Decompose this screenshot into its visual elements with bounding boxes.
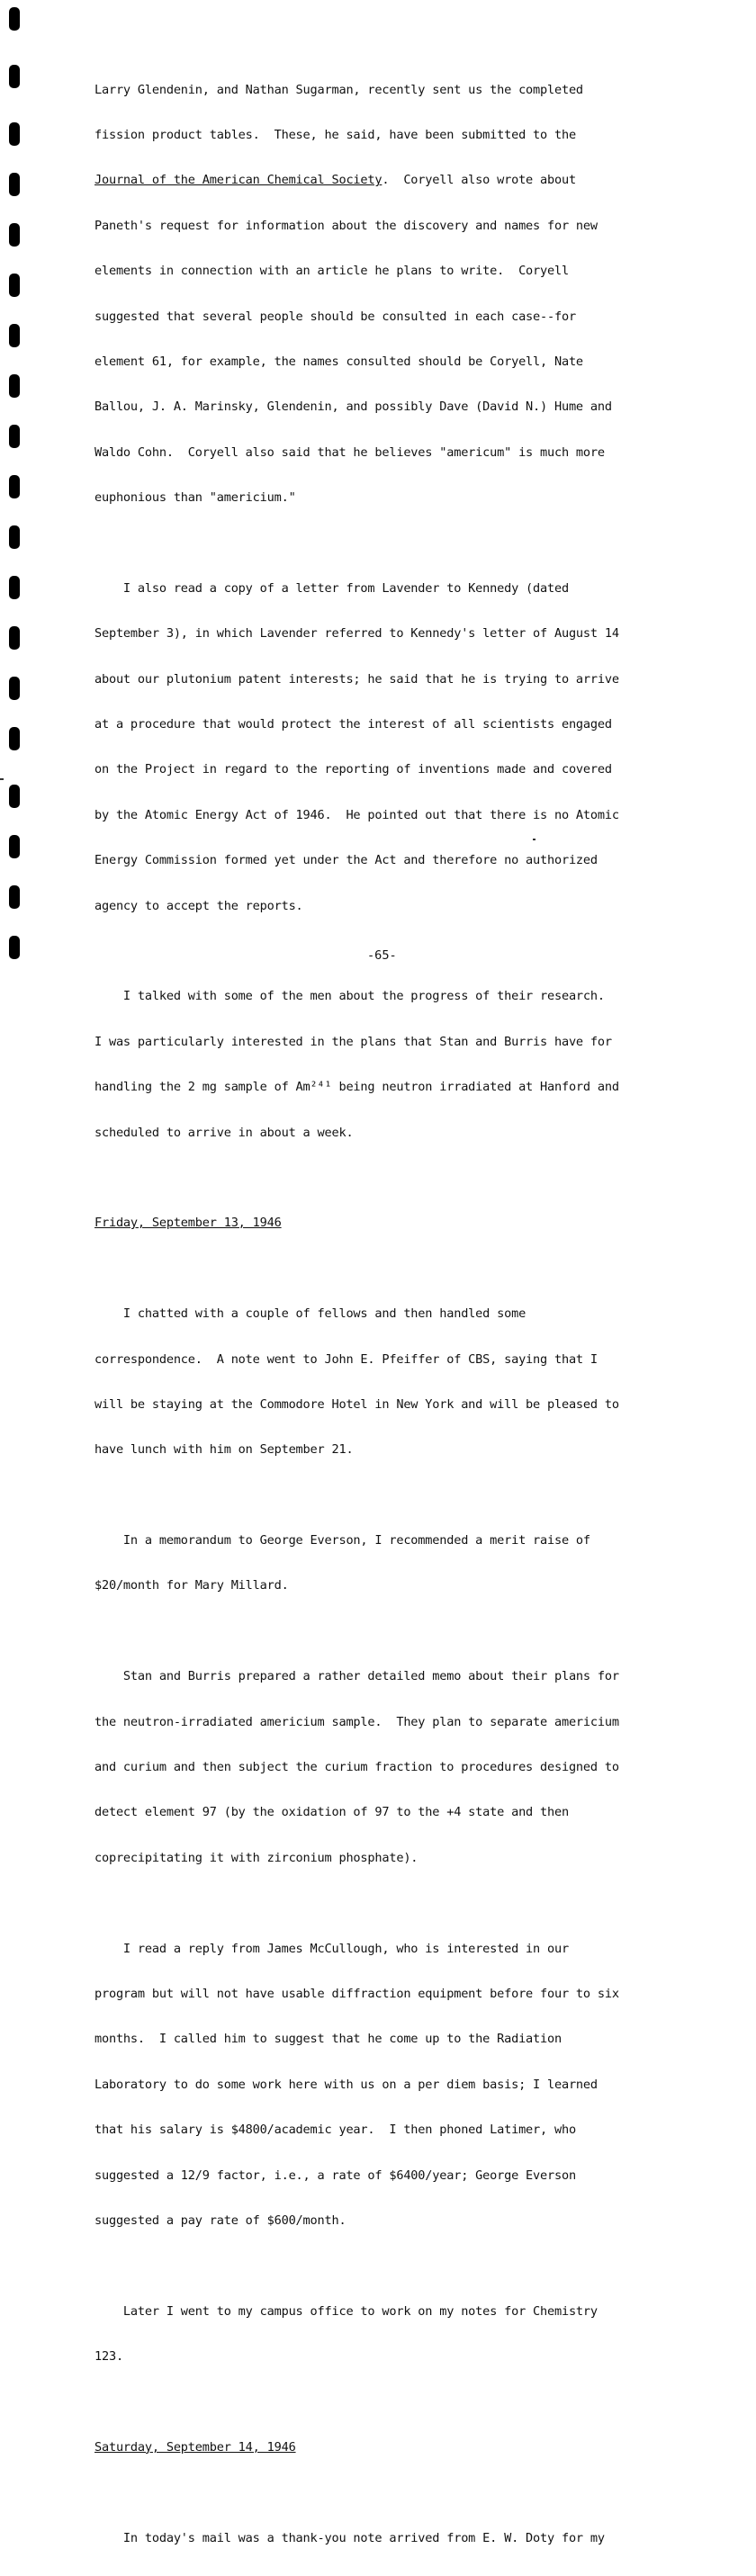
text-line: by the Atomic Energy Act of 1946. He pointed out that there is no Atomic bbox=[94, 807, 619, 822]
punch-hole-mark bbox=[9, 374, 20, 398]
text-line: and curium and then subject the curium fraction to procedures designed to bbox=[94, 1760, 619, 1775]
punch-hole-mark bbox=[9, 65, 20, 88]
punch-hole-mark bbox=[9, 475, 20, 498]
punch-hole-mark bbox=[9, 626, 20, 650]
text-line: handling the 2 mg sample of Am²⁴¹ being neutron irradiated at Hanford and bbox=[94, 1080, 619, 1095]
text-line: scheduled to arrive in about a week. bbox=[94, 1125, 354, 1140]
punch-hole-mark bbox=[9, 936, 20, 959]
text-line: suggested a pay rate of $600/month. bbox=[94, 2212, 346, 2228]
punch-hole-mark bbox=[9, 173, 20, 196]
date-heading-text: Friday, September 13, 1946 bbox=[94, 1216, 282, 1231]
text-line: element 61, for example, the names consulted should be Coryell, Nate bbox=[94, 354, 583, 369]
date-heading-friday bbox=[94, 1216, 724, 1231]
text-line: 123. bbox=[94, 2349, 123, 2365]
text-line: $20/month for Mary Millard. bbox=[94, 1578, 289, 1593]
text-line: Laboratory to do some work here with us on a per diem basis; I learned bbox=[94, 2077, 598, 2092]
text-line: Waldo Cohn. Coryell also said that he believes "americum" is much more bbox=[94, 444, 605, 460]
punch-hole-mark bbox=[9, 223, 20, 247]
text-line: I talked with some of the men about the progress of their research. bbox=[94, 989, 605, 1004]
punch-hole-mark bbox=[9, 122, 20, 146]
punch-hole-mark bbox=[9, 525, 20, 549]
text-line: Stan and Burris prepared a rather detailed memo about their plans for bbox=[94, 1669, 619, 1684]
text-line: Larry Glendenin, and Nathan Sugarman, recently sent us the completed bbox=[94, 82, 583, 97]
punch-hole-mark bbox=[9, 677, 20, 700]
text-line: months. I called him to suggest that he come up to the Radiation bbox=[94, 2032, 562, 2047]
text-line: suggested that several people should be consulted in each case--for bbox=[94, 309, 576, 324]
date-heading-saturday bbox=[94, 2440, 724, 2455]
text-line: suggested a 12/9 factor, i.e., a rate of $6400/year; George Everson bbox=[94, 2168, 576, 2183]
punch-hole-mark bbox=[9, 835, 20, 858]
text-line: that his salary is $4800/academic year. I then phoned Latimer, who bbox=[94, 2123, 576, 2138]
text-line: I also read a copy of a letter from Lavender to Kennedy (dated bbox=[94, 580, 569, 596]
text-line: correspondence. A note went to John E. Pfeiffer of CBS, saying that I bbox=[94, 1351, 598, 1367]
text-line: Energy Commission formed yet under the Act and therefore no authorized bbox=[94, 853, 598, 868]
text-line: euphonious than "americium." bbox=[94, 490, 296, 506]
text-line: elements in connection with an article he plans to write. Coryell bbox=[94, 264, 569, 279]
journal-line-rest: . Coryell also wrote about bbox=[382, 173, 576, 188]
text-line-journal bbox=[94, 173, 724, 188]
text-line: agency to accept the reports. bbox=[94, 898, 303, 913]
punch-hole-mark bbox=[9, 274, 20, 297]
punch-hole-mark bbox=[9, 785, 20, 808]
text-line: the neutron-irradiated americium sample. They plan to separate americium bbox=[94, 1714, 619, 1729]
punch-hole-mark bbox=[9, 425, 20, 448]
date-heading-text: Saturday, September 14, 1946 bbox=[94, 2439, 296, 2455]
punch-hole-mark bbox=[9, 885, 20, 909]
text-line: program but will not have usable diffraction equipment before four to six bbox=[94, 1987, 619, 2001]
text-line: will be staying at the Commodore Hotel in New York and will be pleased to bbox=[94, 1396, 619, 1412]
punch-hole-mark bbox=[9, 324, 20, 347]
text-line: I read a reply from James McCullough, who is interested in our bbox=[94, 1941, 569, 1956]
text-line: In today's mail was a thank-you note arrived from E. W. Doty for my bbox=[94, 2530, 605, 2545]
text-line: about our plutonium patent interests; he said that he is trying to arrive bbox=[94, 671, 619, 687]
page-number: -65- bbox=[367, 948, 397, 963]
stray-mark bbox=[0, 778, 4, 780]
journal-title: Journal of the American Chemical Society bbox=[94, 173, 382, 188]
text-line: I chatted with a couple of fellows and then handled some bbox=[94, 1306, 526, 1322]
text-line: on the Project in regard to the reporting of inventions made and covered bbox=[94, 762, 612, 777]
text-line: In a memorandum to George Everson, I recommended a merit raise of bbox=[94, 1533, 590, 1548]
text-line: September 3), in which Lavender referred to Kennedy's letter of August 14 bbox=[94, 626, 619, 642]
text-line: Later I went to my campus office to work on my notes for Chemistry bbox=[94, 2303, 598, 2319]
text-line: detect element 97 (by the oxidation of 97 to the +4 state and then bbox=[94, 1805, 569, 1820]
body-text bbox=[94, 52, 724, 2576]
text-line: Ballou, J. A. Marinsky, Glendenin, and possibly Dave (David N.) Hume and bbox=[94, 399, 612, 415]
punch-hole-mark bbox=[9, 727, 20, 750]
text-line: at a procedure that would protect the interest of all scientists engaged bbox=[94, 717, 612, 732]
punch-hole-mark bbox=[9, 576, 20, 599]
text-line: Paneth's request for information about the discovery and names for new bbox=[94, 218, 598, 233]
text-line: coprecipitating it with zirconium phosphate). bbox=[94, 1850, 418, 1865]
text-line: have lunch with him on September 21. bbox=[94, 1442, 354, 1458]
punch-hole-mark bbox=[9, 7, 20, 31]
text-line: fission product tables. These, he said, have been submitted to the bbox=[94, 127, 576, 142]
text-line: I was particularly interested in the plans that Stan and Burris have for bbox=[94, 1034, 612, 1049]
